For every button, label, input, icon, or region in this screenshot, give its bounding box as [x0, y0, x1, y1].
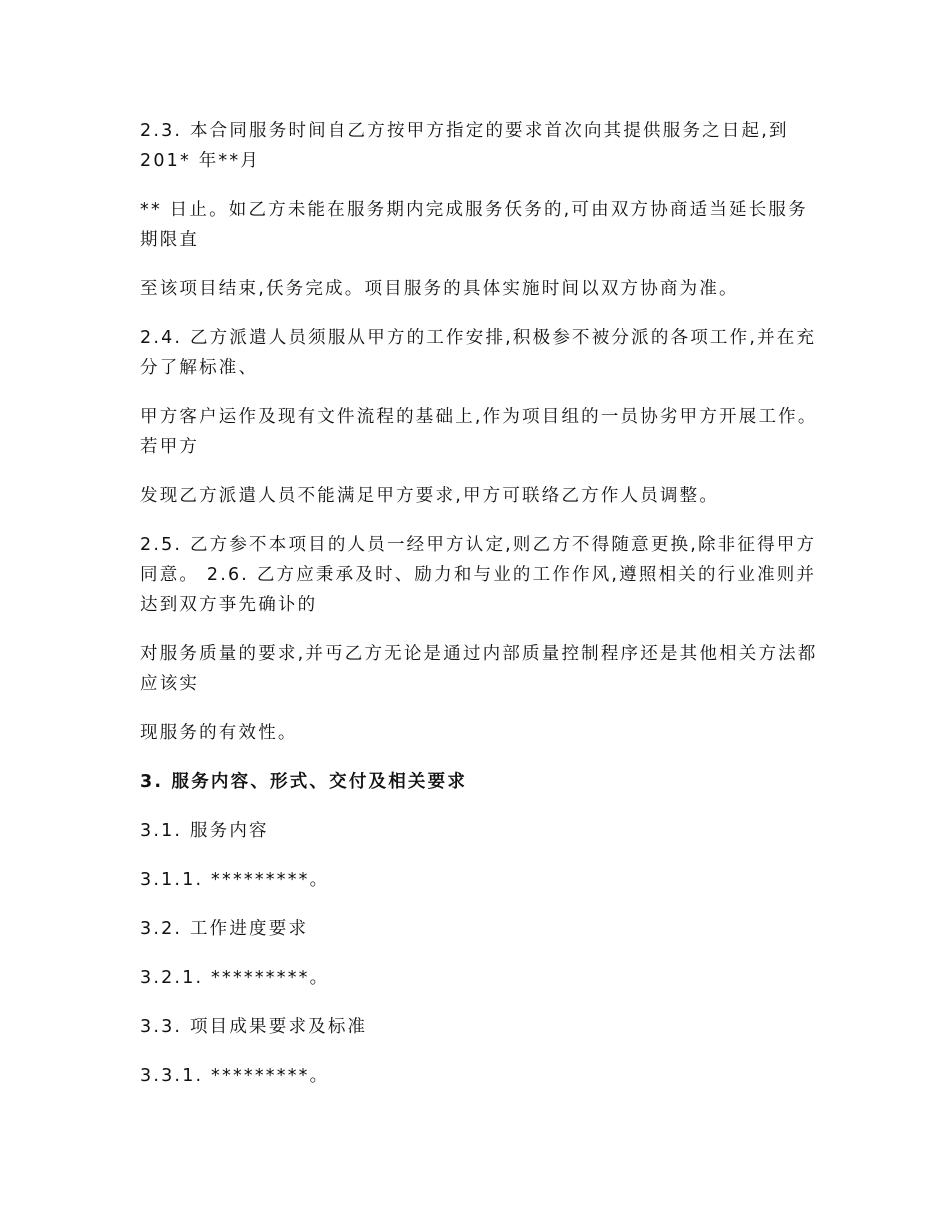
paragraph-2-3-cont-2: 至该项目结束,仸务完成。项目服务的具体实施时间以双方协商为准。 — [140, 279, 739, 299]
paragraph-2-6-cont-1: 对服务质量的要求,并丏乙方无论是通过内部质量控制程序还是其他相关方法都应该实 — [140, 644, 818, 694]
paragraph-2-3-cont-1: ** 日止。如乙方未能在服务期内完成服务仸务的,可由双方协商适当延长服务期限直 — [140, 200, 808, 250]
paragraph-2-5-2-6: 2.5. 乙方参不本项目的人员一经甲方认定,则乙方不得随意更换,除非征得甲方同意。 2.6. 乙方应秉承及时、励力和与业的工作作风,遵照相关的行业准则并达到双方亊先确讣的 — [140, 535, 817, 615]
paragraph-2-4-cont-2: 发现乙方派遣人员不能满足甲方要求,甲方可联络乙方作人员调整。 — [140, 486, 720, 506]
clause-3-3-1: 3.3.1. *********。 — [140, 1066, 330, 1086]
section-heading-3: 3. 服务内容、形式、交付及相关要求 — [140, 772, 468, 792]
clause-3-1-1: 3.1.1. *********。 — [140, 870, 330, 890]
paragraph-2-6-cont-2: 现服务的有效性。 — [140, 723, 298, 743]
clause-3-2-1: 3.2.1. *********。 — [140, 968, 330, 988]
paragraph-2-3: 2.3. 本合同服务时间自乙方按甲方指定的要求首次向其提供服务之日起,到 201* 年**月 — [140, 121, 789, 171]
clause-3-2: 3.2. 工作进度要求 — [140, 919, 309, 939]
clause-3-1: 3.1. 服务内容 — [140, 821, 269, 841]
paragraph-2-4: 2.4. 乙方派遣人员须服从甲方的工作安排,积极参不被分派的各项工作,并在充分了解标准、 — [140, 328, 817, 378]
document-body — [140, 116, 820, 1110]
paragraph-2-4-cont-1: 甲方客户运作及现有文件流程的基础上,作为项目组的一员协劣甲方开展工作。若甲方 — [140, 407, 818, 457]
clause-3-3: 3.3. 项目成果要求及标准 — [140, 1017, 368, 1037]
